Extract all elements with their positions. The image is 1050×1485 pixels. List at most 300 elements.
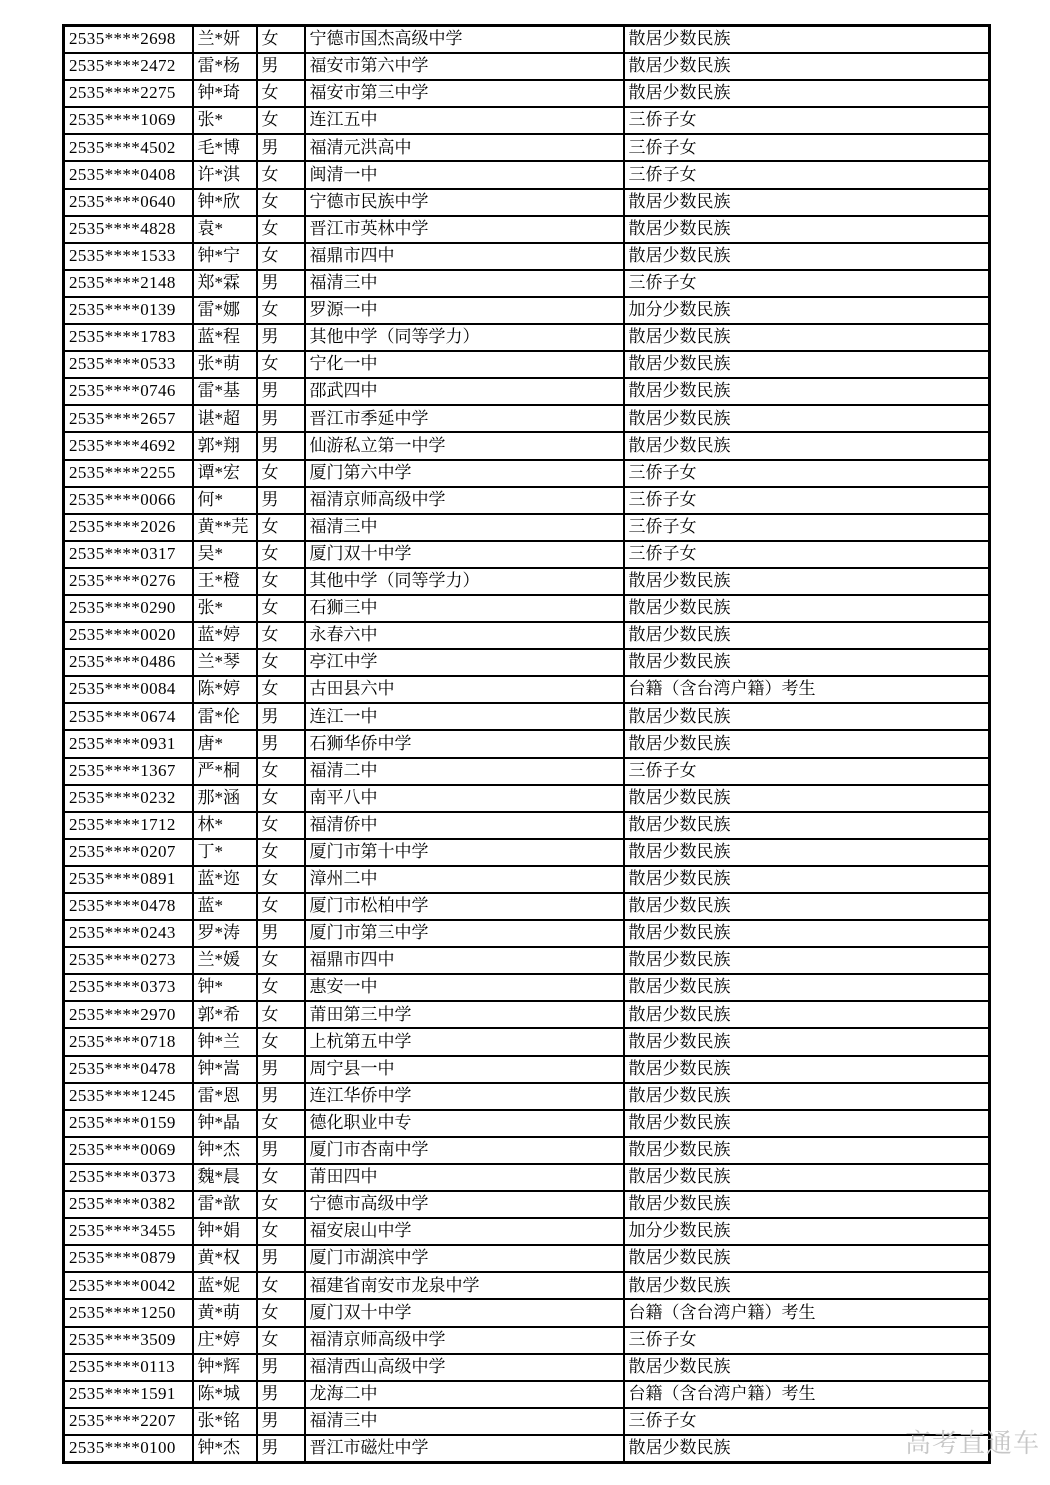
candidate-id-cell: 2535****0243 [64, 920, 193, 947]
gender-cell: 女 [257, 1110, 305, 1137]
candidate-id-cell: 2535****1069 [64, 107, 193, 134]
school-cell: 晋江市磁灶中学 [305, 1435, 624, 1463]
school-cell: 连江华侨中学 [305, 1083, 624, 1110]
school-cell: 亭江中学 [305, 649, 624, 676]
gender-cell: 男 [257, 920, 305, 947]
candidate-id-cell: 2535****0478 [64, 893, 193, 920]
name-cell: 兰*妍 [193, 26, 257, 54]
category-cell: 散居少数民族 [624, 405, 990, 432]
gender-cell: 男 [257, 405, 305, 432]
candidate-id-cell: 2535****1250 [64, 1299, 193, 1326]
table-row [64, 189, 990, 216]
table-row [64, 1083, 990, 1110]
school-cell: 晋江市英林中学 [305, 216, 624, 243]
name-cell: 黄*萌 [193, 1299, 257, 1326]
gender-cell: 女 [257, 758, 305, 785]
table-row [64, 622, 990, 649]
category-cell: 散居少数民族 [624, 1083, 990, 1110]
school-cell: 惠安一中 [305, 974, 624, 1001]
name-cell: 钟*嵩 [193, 1056, 257, 1083]
table-row [64, 107, 990, 134]
candidate-id-cell: 2535****0640 [64, 189, 193, 216]
category-cell: 三侨子女 [624, 134, 990, 161]
category-cell: 三侨子女 [624, 460, 990, 487]
school-cell: 厦门市第三中学 [305, 920, 624, 947]
table-row [64, 1299, 990, 1326]
category-cell: 散居少数民族 [624, 1435, 990, 1463]
candidate-id-cell: 2535****0042 [64, 1272, 193, 1299]
gender-cell: 男 [257, 1408, 305, 1435]
school-cell: 宁德市高级中学 [305, 1191, 624, 1218]
candidate-id-cell: 2535****2207 [64, 1408, 193, 1435]
gender-cell: 女 [257, 80, 305, 107]
name-cell: 魏*晨 [193, 1164, 257, 1191]
candidate-table [62, 24, 991, 1464]
candidate-id-cell: 2535****0533 [64, 351, 193, 378]
name-cell: 钟*琦 [193, 80, 257, 107]
category-cell: 散居少数民族 [624, 189, 990, 216]
name-cell: 雷*伦 [193, 703, 257, 730]
school-cell: 福清三中 [305, 1408, 624, 1435]
category-cell: 散居少数民族 [624, 1056, 990, 1083]
name-cell: 唐* [193, 730, 257, 757]
candidate-id-cell: 2535****0273 [64, 947, 193, 974]
name-cell: 蓝*妮 [193, 1272, 257, 1299]
name-cell: 黄**芫 [193, 514, 257, 541]
table-row [64, 1218, 990, 1245]
name-cell: 庄*婷 [193, 1327, 257, 1354]
school-cell: 石狮华侨中学 [305, 730, 624, 757]
school-cell: 邵武四中 [305, 378, 624, 405]
table-row [64, 812, 990, 839]
name-cell: 郭*希 [193, 1001, 257, 1028]
gender-cell: 女 [257, 189, 305, 216]
candidate-id-cell: 2535****1591 [64, 1381, 193, 1408]
gender-cell: 女 [257, 297, 305, 324]
category-cell: 散居少数民族 [624, 866, 990, 893]
gender-cell: 男 [257, 53, 305, 80]
table-row [64, 26, 990, 54]
category-cell: 散居少数民族 [624, 80, 990, 107]
candidate-id-cell: 2535****0879 [64, 1245, 193, 1272]
school-cell: 罗源一中 [305, 297, 624, 324]
school-cell: 厦门市松柏中学 [305, 893, 624, 920]
school-cell: 闽清一中 [305, 161, 624, 188]
gender-cell: 女 [257, 1191, 305, 1218]
category-cell: 散居少数民族 [624, 432, 990, 459]
table-row [64, 703, 990, 730]
gender-cell: 男 [257, 487, 305, 514]
category-cell: 散居少数民族 [624, 893, 990, 920]
table-row [64, 730, 990, 757]
candidate-id-cell: 2535****0207 [64, 839, 193, 866]
table-row [64, 947, 990, 974]
gender-cell: 女 [257, 243, 305, 270]
candidate-id-cell: 2535****0020 [64, 622, 193, 649]
category-cell: 散居少数民族 [624, 812, 990, 839]
candidate-id-cell: 2535****2698 [64, 26, 193, 54]
table-row [64, 920, 990, 947]
table-row [64, 1381, 990, 1408]
table-row [64, 1137, 990, 1164]
name-cell: 黄*权 [193, 1245, 257, 1272]
gender-cell: 女 [257, 676, 305, 703]
name-cell: 郭*翔 [193, 432, 257, 459]
gender-cell: 女 [257, 514, 305, 541]
school-cell: 上杭第五中学 [305, 1028, 624, 1055]
name-cell: 雷*杨 [193, 53, 257, 80]
name-cell: 丁* [193, 839, 257, 866]
table-row [64, 1245, 990, 1272]
name-cell: 陈*婷 [193, 676, 257, 703]
category-cell: 三侨子女 [624, 1327, 990, 1354]
candidate-id-cell: 2535****1533 [64, 243, 193, 270]
school-cell: 宁德市国杰高级中学 [305, 26, 624, 54]
category-cell: 散居少数民族 [624, 1164, 990, 1191]
name-cell: 那*涵 [193, 785, 257, 812]
gender-cell: 女 [257, 866, 305, 893]
name-cell: 钟*兰 [193, 1028, 257, 1055]
candidate-id-cell: 2535****0891 [64, 866, 193, 893]
category-cell: 散居少数民族 [624, 1028, 990, 1055]
name-cell: 钟* [193, 974, 257, 1001]
name-cell: 林* [193, 812, 257, 839]
category-cell: 三侨子女 [624, 541, 990, 568]
table-row [64, 893, 990, 920]
table-row [64, 1354, 990, 1381]
table-row [64, 324, 990, 351]
gender-cell: 男 [257, 1056, 305, 1083]
candidate-id-cell: 2535****0100 [64, 1435, 193, 1463]
gender-cell: 女 [257, 351, 305, 378]
category-cell: 散居少数民族 [624, 947, 990, 974]
school-cell: 莆田四中 [305, 1164, 624, 1191]
candidate-id-cell: 2535****2026 [64, 514, 193, 541]
name-cell: 吴* [193, 541, 257, 568]
gender-cell: 男 [257, 1083, 305, 1110]
school-cell: 其他中学（同等学力） [305, 324, 624, 351]
table-row [64, 785, 990, 812]
name-cell: 罗*涛 [193, 920, 257, 947]
table-row [64, 351, 990, 378]
candidate-id-cell: 2535****0159 [64, 1110, 193, 1137]
category-cell: 台籍（含台湾户籍）考生 [624, 676, 990, 703]
table-body [64, 26, 990, 1463]
table-row [64, 649, 990, 676]
candidate-id-cell: 2535****0408 [64, 161, 193, 188]
name-cell: 钟*娟 [193, 1218, 257, 1245]
candidate-id-cell: 2535****2472 [64, 53, 193, 80]
candidate-id-cell: 2535****1367 [64, 758, 193, 785]
school-cell: 福清京师高级中学 [305, 487, 624, 514]
gender-cell: 女 [257, 622, 305, 649]
candidate-id-cell: 2535****0276 [64, 568, 193, 595]
table-row [64, 80, 990, 107]
table-row [64, 1001, 990, 1028]
gender-cell: 男 [257, 378, 305, 405]
name-cell: 兰*琴 [193, 649, 257, 676]
category-cell: 散居少数民族 [624, 1001, 990, 1028]
table-row [64, 487, 990, 514]
school-cell: 厦门双十中学 [305, 1299, 624, 1326]
table-row [64, 1110, 990, 1137]
gender-cell: 女 [257, 216, 305, 243]
name-cell: 谌*超 [193, 405, 257, 432]
gender-cell: 女 [257, 1164, 305, 1191]
category-cell: 散居少数民族 [624, 785, 990, 812]
table-row [64, 243, 990, 270]
table-row [64, 758, 990, 785]
table-row [64, 514, 990, 541]
school-cell: 福清二中 [305, 758, 624, 785]
name-cell: 严*桐 [193, 758, 257, 785]
candidate-id-cell: 2535****0674 [64, 703, 193, 730]
candidate-id-cell: 2535****4828 [64, 216, 193, 243]
school-cell: 厦门第六中学 [305, 460, 624, 487]
category-cell: 散居少数民族 [624, 243, 990, 270]
gender-cell: 女 [257, 974, 305, 1001]
category-cell: 散居少数民族 [624, 649, 990, 676]
gender-cell: 男 [257, 703, 305, 730]
category-cell: 加分少数民族 [624, 1218, 990, 1245]
category-cell: 三侨子女 [624, 1408, 990, 1435]
gender-cell: 女 [257, 1218, 305, 1245]
name-cell: 张* [193, 595, 257, 622]
candidate-id-cell: 2535****0069 [64, 1137, 193, 1164]
name-cell: 许*淇 [193, 161, 257, 188]
category-cell: 散居少数民族 [624, 351, 990, 378]
candidate-id-cell: 2535****2148 [64, 270, 193, 297]
gender-cell: 男 [257, 134, 305, 161]
candidate-id-cell: 2535****0232 [64, 785, 193, 812]
gender-cell: 女 [257, 893, 305, 920]
category-cell: 散居少数民族 [624, 53, 990, 80]
school-cell: 南平八中 [305, 785, 624, 812]
category-cell: 加分少数民族 [624, 297, 990, 324]
table-row [64, 161, 990, 188]
name-cell: 张*萌 [193, 351, 257, 378]
gender-cell: 男 [257, 1435, 305, 1463]
category-cell: 散居少数民族 [624, 839, 990, 866]
category-cell: 散居少数民族 [624, 1272, 990, 1299]
school-cell: 福清三中 [305, 514, 624, 541]
category-cell: 散居少数民族 [624, 1137, 990, 1164]
name-cell: 毛*博 [193, 134, 257, 161]
school-cell: 莆田第三中学 [305, 1001, 624, 1028]
name-cell: 张*铭 [193, 1408, 257, 1435]
candidate-id-cell: 2535****1712 [64, 812, 193, 839]
table-row [64, 676, 990, 703]
name-cell: 雷*基 [193, 378, 257, 405]
table-row [64, 839, 990, 866]
candidate-id-cell: 2535****2657 [64, 405, 193, 432]
name-cell: 王*橙 [193, 568, 257, 595]
table-row [64, 53, 990, 80]
school-cell: 厦门市第十中学 [305, 839, 624, 866]
category-cell: 散居少数民族 [624, 1110, 990, 1137]
gender-cell: 男 [257, 1354, 305, 1381]
school-cell: 连江一中 [305, 703, 624, 730]
table-row [64, 216, 990, 243]
table-row [64, 1272, 990, 1299]
name-cell: 郑*霖 [193, 270, 257, 297]
school-cell: 厦门市湖滨中学 [305, 1245, 624, 1272]
gender-cell: 女 [257, 839, 305, 866]
category-cell: 三侨子女 [624, 270, 990, 297]
category-cell: 散居少数民族 [624, 568, 990, 595]
gender-cell: 女 [257, 1272, 305, 1299]
category-cell: 散居少数民族 [624, 703, 990, 730]
school-cell: 福鼎市四中 [305, 947, 624, 974]
school-cell: 周宁县一中 [305, 1056, 624, 1083]
candidate-id-cell: 2535****0139 [64, 297, 193, 324]
school-cell: 德化职业中专 [305, 1110, 624, 1137]
table-row [64, 270, 990, 297]
candidate-id-cell: 2535****0486 [64, 649, 193, 676]
name-cell: 兰*媛 [193, 947, 257, 974]
name-cell: 钟*杰 [193, 1435, 257, 1463]
candidate-id-cell: 2535****3509 [64, 1327, 193, 1354]
category-cell: 散居少数民族 [624, 730, 990, 757]
candidate-id-cell: 2535****2275 [64, 80, 193, 107]
table-row [64, 1435, 990, 1463]
school-cell: 永春六中 [305, 622, 624, 649]
name-cell: 雷*娜 [193, 297, 257, 324]
candidate-id-cell: 2535****4502 [64, 134, 193, 161]
candidate-id-cell: 2535****3455 [64, 1218, 193, 1245]
table-row [64, 134, 990, 161]
name-cell: 陈*城 [193, 1381, 257, 1408]
candidate-id-cell: 2535****0478 [64, 1056, 193, 1083]
school-cell: 古田县六中 [305, 676, 624, 703]
table-row [64, 297, 990, 324]
name-cell: 雷*歆 [193, 1191, 257, 1218]
gender-cell: 男 [257, 1245, 305, 1272]
name-cell: 蓝* [193, 893, 257, 920]
category-cell: 台籍（含台湾户籍）考生 [624, 1299, 990, 1326]
school-cell: 宁化一中 [305, 351, 624, 378]
category-cell: 三侨子女 [624, 107, 990, 134]
gender-cell: 女 [257, 26, 305, 54]
gender-cell: 女 [257, 541, 305, 568]
table-row [64, 595, 990, 622]
table-row [64, 1056, 990, 1083]
school-cell: 福清元洪高中 [305, 134, 624, 161]
gender-cell: 女 [257, 785, 305, 812]
category-cell: 三侨子女 [624, 161, 990, 188]
table-row [64, 568, 990, 595]
gender-cell: 女 [257, 161, 305, 188]
category-cell: 散居少数民族 [624, 324, 990, 351]
candidate-id-cell: 2535****0084 [64, 676, 193, 703]
gender-cell: 女 [257, 568, 305, 595]
category-cell: 散居少数民族 [624, 1245, 990, 1272]
table-row [64, 1191, 990, 1218]
gender-cell: 女 [257, 107, 305, 134]
school-cell: 福安市第三中学 [305, 80, 624, 107]
school-cell: 晋江市季延中学 [305, 405, 624, 432]
table-row [64, 405, 990, 432]
category-cell: 三侨子女 [624, 758, 990, 785]
candidate-id-cell: 2535****0373 [64, 974, 193, 1001]
school-cell: 宁德市民族中学 [305, 189, 624, 216]
candidate-id-cell: 2535****0290 [64, 595, 193, 622]
name-cell: 蓝*迩 [193, 866, 257, 893]
table-row [64, 974, 990, 1001]
category-cell: 散居少数民族 [624, 216, 990, 243]
category-cell: 三侨子女 [624, 514, 990, 541]
school-cell: 福鼎市四中 [305, 243, 624, 270]
table-row [64, 541, 990, 568]
category-cell: 散居少数民族 [624, 974, 990, 1001]
category-cell: 台籍（含台湾户籍）考生 [624, 1381, 990, 1408]
table-row [64, 866, 990, 893]
school-cell: 仙游私立第一中学 [305, 432, 624, 459]
candidate-id-cell: 2535****1245 [64, 1083, 193, 1110]
school-cell: 福清京师高级中学 [305, 1327, 624, 1354]
table-row [64, 460, 990, 487]
category-cell: 散居少数民族 [624, 26, 990, 54]
school-cell: 福建省南安市龙泉中学 [305, 1272, 624, 1299]
name-cell: 蓝*婷 [193, 622, 257, 649]
gender-cell: 男 [257, 1137, 305, 1164]
gender-cell: 女 [257, 460, 305, 487]
candidate-id-cell: 2535****0317 [64, 541, 193, 568]
candidate-id-cell: 2535****0718 [64, 1028, 193, 1055]
name-cell: 钟*辉 [193, 1354, 257, 1381]
candidate-id-cell: 2535****1783 [64, 324, 193, 351]
gender-cell: 女 [257, 1001, 305, 1028]
category-cell: 散居少数民族 [624, 920, 990, 947]
name-cell: 蓝*程 [193, 324, 257, 351]
gender-cell: 女 [257, 812, 305, 839]
candidate-id-cell: 2535****4692 [64, 432, 193, 459]
gender-cell: 女 [257, 595, 305, 622]
school-cell: 石狮三中 [305, 595, 624, 622]
name-cell: 雷*恩 [193, 1083, 257, 1110]
gender-cell: 女 [257, 1327, 305, 1354]
gender-cell: 男 [257, 432, 305, 459]
table-row [64, 378, 990, 405]
candidate-id-cell: 2535****0113 [64, 1354, 193, 1381]
name-cell: 谭*宏 [193, 460, 257, 487]
name-cell: 钟*宁 [193, 243, 257, 270]
name-cell: 钟*欣 [193, 189, 257, 216]
school-cell: 厦门双十中学 [305, 541, 624, 568]
candidate-id-cell: 2535****0746 [64, 378, 193, 405]
table-row [64, 1164, 990, 1191]
school-cell: 连江五中 [305, 107, 624, 134]
school-cell: 其他中学（同等学力） [305, 568, 624, 595]
name-cell: 张* [193, 107, 257, 134]
watermark: 高考直通车 [905, 1428, 1041, 1458]
gender-cell: 男 [257, 730, 305, 757]
gender-cell: 男 [257, 1381, 305, 1408]
gender-cell: 男 [257, 324, 305, 351]
school-cell: 厦门市杏南中学 [305, 1137, 624, 1164]
candidate-id-cell: 2535****2970 [64, 1001, 193, 1028]
table-row [64, 1028, 990, 1055]
gender-cell: 女 [257, 649, 305, 676]
name-cell: 袁* [193, 216, 257, 243]
school-cell: 福安市第六中学 [305, 53, 624, 80]
category-cell: 三侨子女 [624, 487, 990, 514]
category-cell: 散居少数民族 [624, 1191, 990, 1218]
table-row [64, 1408, 990, 1435]
category-cell: 散居少数民族 [624, 595, 990, 622]
name-cell: 钟*晶 [193, 1110, 257, 1137]
table-row [64, 1327, 990, 1354]
